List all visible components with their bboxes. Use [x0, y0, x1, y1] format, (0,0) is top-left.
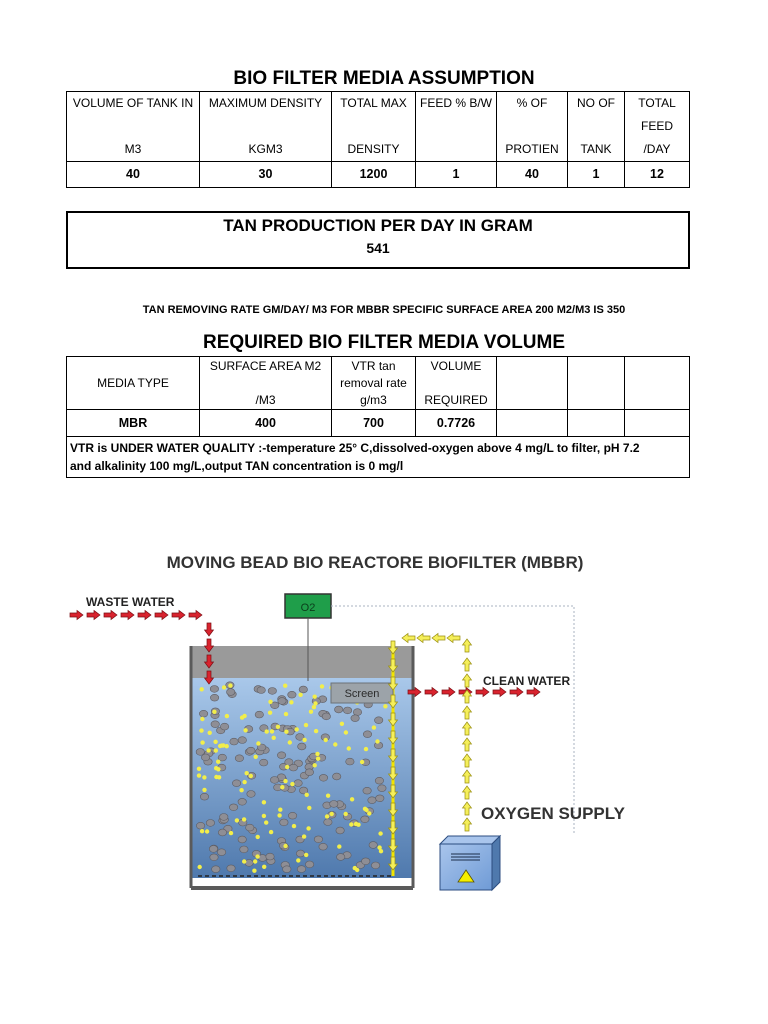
bead: [288, 812, 296, 819]
air-bubble: [324, 738, 328, 742]
air-bubble: [283, 779, 287, 783]
air-bubble: [278, 808, 282, 812]
tank: [191, 646, 413, 888]
bead: [227, 689, 235, 696]
bead: [333, 773, 341, 780]
bead: [235, 755, 243, 762]
air-bubble: [262, 800, 266, 804]
bead: [351, 715, 359, 722]
air-bubble: [326, 794, 330, 798]
air-bubble: [315, 752, 319, 756]
tan-production-heading: TAN PRODUCTION PER DAY IN GRAM: [223, 216, 533, 235]
bead: [283, 866, 291, 873]
bead: [246, 824, 254, 831]
bead: [369, 842, 377, 849]
air-bubble: [253, 859, 257, 863]
bead: [324, 819, 332, 826]
bead: [278, 698, 286, 705]
assumption-header-row: [67, 92, 690, 162]
air-bubble: [333, 742, 337, 746]
header-volume-of-tank: VOLUME OF TANK IN M3: [67, 92, 200, 162]
air-bubble: [239, 788, 243, 792]
air-bubble: [272, 736, 276, 740]
value-max-density: 30: [200, 162, 332, 188]
vtr-water-quality-note: VTR is UNDER WATER QUALITY :-temperature 25° C,dissolved-oxygen above 4 mg/L to filter, pH 7.2 and alkalinity 100 mg/L,output TAN concentration is 0 mg/l: [67, 437, 690, 478]
air-bubble: [295, 727, 299, 731]
value-percent-protien: 40: [497, 162, 568, 188]
value-surface-area: 400: [200, 410, 332, 437]
air-bubble: [200, 687, 204, 691]
bead: [229, 804, 237, 811]
bead: [376, 795, 384, 802]
air-bubble: [379, 849, 383, 853]
air-bubble: [344, 730, 348, 734]
air-bubble: [304, 853, 308, 857]
air-bubble: [199, 728, 203, 732]
clean-water-label: CLEAN WATER: [483, 674, 571, 688]
air-bubble: [372, 725, 376, 729]
value-total-feed: 12: [625, 162, 690, 188]
tan-production-value: 541: [366, 240, 390, 256]
air-bubble: [249, 774, 253, 778]
bead: [353, 709, 361, 716]
air-bubble: [242, 780, 246, 784]
air-bubble: [360, 760, 364, 764]
air-bubble: [197, 773, 201, 777]
header-no-of-tank: NO OF TANK: [568, 92, 625, 162]
air-bubble: [200, 740, 204, 744]
bead: [378, 785, 386, 792]
air-bubble: [200, 829, 204, 833]
bead: [260, 759, 268, 766]
bead: [337, 854, 345, 861]
bead: [247, 791, 255, 798]
air-bubble: [265, 729, 269, 733]
bead: [220, 814, 228, 821]
air-bubble: [276, 725, 280, 729]
air-bubble: [309, 710, 313, 714]
header-surface-area: SURFACE AREA M2 /M3: [200, 357, 332, 410]
air-bubble: [344, 812, 348, 816]
bead: [363, 731, 371, 738]
waste-water-label: WASTE WATER: [86, 595, 175, 609]
air-bubble: [214, 766, 218, 770]
air-bubble: [298, 693, 302, 697]
section-title-media-volume: REQUIRED BIO FILTER MEDIA VOLUME: [202, 332, 566, 353]
air-bubble: [292, 824, 296, 828]
bead: [322, 713, 330, 720]
air-bubble: [306, 826, 310, 830]
bead: [330, 801, 338, 808]
bead: [305, 769, 313, 776]
air-bubble: [347, 746, 351, 750]
value-media-type: MBR: [67, 410, 200, 437]
air-bubble: [364, 747, 368, 751]
air-bubble: [268, 700, 272, 704]
air-bubble: [212, 710, 216, 714]
air-bubble: [367, 811, 371, 815]
bead: [368, 797, 376, 804]
oxygen-pump: [440, 836, 500, 890]
air-bubble: [255, 854, 259, 858]
o2-label: O2: [300, 602, 316, 614]
bead: [257, 687, 265, 694]
empty-header-cell: [625, 357, 690, 410]
air-bubble: [269, 830, 273, 834]
bead: [211, 721, 219, 728]
air-bubble: [383, 704, 387, 708]
air-bubble: [245, 771, 249, 775]
air-bubble: [302, 738, 306, 742]
bead: [238, 836, 246, 843]
air-bubble: [284, 730, 288, 734]
bead: [296, 850, 304, 857]
bead: [201, 754, 209, 761]
bead: [227, 865, 235, 872]
header-percent-protien: % OF PROTIEN: [497, 92, 568, 162]
air-bubble: [325, 814, 329, 818]
air-bubble: [200, 717, 204, 721]
bead: [199, 710, 207, 717]
bead: [336, 827, 344, 834]
bead: [335, 706, 343, 713]
air-bubble: [197, 767, 201, 771]
air-bubble: [262, 814, 266, 818]
bead: [371, 862, 379, 869]
bead: [319, 774, 327, 781]
air-bubble: [202, 775, 206, 779]
bead: [230, 738, 238, 745]
bead: [280, 819, 288, 826]
bead: [268, 688, 276, 695]
bead: [200, 793, 208, 800]
air-bubble: [314, 729, 318, 733]
air-bubble: [284, 712, 288, 716]
air-bubble: [216, 760, 220, 764]
air-bubble: [198, 865, 202, 869]
header-volume-required: VOLUME REQUIRED: [416, 357, 497, 410]
air-bubble: [202, 788, 206, 792]
bead: [210, 694, 218, 701]
assumption-table: [66, 91, 690, 188]
air-bubble: [320, 684, 324, 688]
bead: [294, 780, 302, 787]
air-bubble: [313, 763, 317, 767]
value-no-of-tank: 1: [568, 162, 625, 188]
bead: [212, 866, 220, 873]
header-total-max-density: TOTAL MAX DENSITY: [332, 92, 416, 162]
air-bubble: [225, 714, 229, 718]
air-bubble: [296, 858, 300, 862]
air-bubble: [305, 793, 309, 797]
header-total-feed-day: TOTAL FEED /DAY: [625, 92, 690, 162]
oxygen-supply-label: OXYGEN SUPPLY: [481, 804, 625, 823]
tan-removing-rate-note: TAN REMOVING RATE GM/DAY/ M3 FOR MBBR SPECIFIC SURFACE AREA 200 M2/M3 IS 350: [142, 304, 626, 316]
media-volume-table: [66, 356, 690, 478]
header-maximum-density: MAXIMUM DENSITY KGM3: [200, 92, 332, 162]
bead: [220, 723, 228, 730]
air-bubble: [307, 806, 311, 810]
air-bubble: [256, 835, 260, 839]
tan-production-box: [66, 211, 690, 269]
bead: [210, 854, 218, 861]
air-bubble: [354, 822, 358, 826]
bead: [299, 686, 307, 693]
air-bubble: [350, 797, 354, 801]
tank-headspace: [191, 646, 413, 678]
value-total-max-density: 1200: [332, 162, 416, 188]
bead: [298, 743, 306, 750]
header-feed-percent: FEED % B/W: [416, 92, 497, 162]
air-bubble: [242, 714, 246, 718]
bead: [196, 822, 204, 829]
bead: [210, 686, 218, 693]
air-bubble: [290, 782, 294, 786]
empty-value-cell: [625, 410, 690, 437]
air-bubble: [304, 723, 308, 727]
air-bubble: [208, 731, 212, 735]
empty-header-cell: [497, 357, 568, 410]
air-bubble: [235, 818, 239, 822]
mbbr-diagram: [66, 505, 684, 920]
air-bubble: [330, 812, 334, 816]
air-bubble: [353, 866, 357, 870]
air-bubble: [312, 705, 316, 709]
header-vtr-tan-removal: VTR tan removal rate g/m3: [332, 357, 416, 410]
bead: [247, 747, 255, 754]
bead: [289, 764, 297, 771]
bead: [314, 836, 322, 843]
bead: [343, 707, 351, 714]
air-bubble: [214, 775, 218, 779]
bead: [362, 858, 370, 865]
bead: [255, 711, 263, 718]
empty-value-cell: [568, 410, 625, 437]
air-bubble: [268, 711, 272, 715]
air-bubble: [340, 722, 344, 726]
screen: [331, 683, 393, 703]
bead: [240, 846, 248, 853]
air-bubble: [254, 755, 258, 759]
bead: [277, 752, 285, 759]
bead: [217, 849, 225, 856]
air-bubble: [280, 785, 284, 789]
screen-label: Screen: [344, 688, 380, 700]
air-bubble: [214, 748, 218, 752]
air-bubble: [221, 743, 225, 747]
bead: [288, 691, 296, 698]
bead: [238, 737, 246, 744]
air-bubble: [337, 844, 341, 848]
air-bubble: [264, 820, 268, 824]
air-bubble: [289, 700, 293, 704]
vtr-note-row: [67, 437, 690, 478]
bead: [270, 777, 278, 784]
air-bubble: [242, 859, 246, 863]
bead: [218, 829, 226, 836]
air-bubble: [270, 729, 274, 733]
value-feed-percent: 1: [416, 162, 497, 188]
media-header-row: [67, 357, 690, 410]
air-bubble: [349, 822, 353, 826]
air-bubble: [378, 831, 382, 835]
air-bubble: [283, 844, 287, 848]
bead: [232, 780, 240, 787]
air-bubble: [277, 813, 281, 817]
air-bubble: [375, 739, 379, 743]
value-volume: 40: [67, 162, 200, 188]
bead: [319, 843, 327, 850]
air-bubble: [285, 765, 289, 769]
header-media-type: MEDIA TYPE: [67, 357, 200, 410]
air-bubble: [288, 740, 292, 744]
value-volume-required: 0.7726: [416, 410, 497, 437]
bead: [238, 798, 246, 805]
bead: [266, 853, 274, 860]
bead: [375, 777, 383, 784]
bead: [206, 820, 214, 827]
air-bubble: [228, 683, 232, 687]
air-bubble: [313, 695, 317, 699]
assumption-value-row: [67, 162, 690, 188]
bead: [297, 866, 305, 873]
bead: [346, 758, 354, 765]
air-bubble: [256, 741, 260, 745]
empty-header-cell: [568, 357, 625, 410]
bead: [305, 861, 313, 868]
air-bubble: [302, 834, 306, 838]
air-bubble: [213, 740, 217, 744]
air-bubble: [206, 748, 210, 752]
air-bubble: [205, 829, 209, 833]
section-title-assumption: BIO FILTER MEDIA ASSUMPTION: [233, 68, 535, 89]
air-bubble: [316, 757, 320, 761]
bead: [363, 787, 371, 794]
air-bubble: [262, 865, 266, 869]
value-vtr: 700: [332, 410, 416, 437]
bead: [375, 717, 383, 724]
media-value-row: [67, 410, 690, 437]
bead: [361, 816, 369, 823]
air-bubble: [243, 728, 247, 732]
air-bubble: [242, 817, 246, 821]
air-bubble: [229, 831, 233, 835]
air-bubble: [222, 685, 226, 689]
air-bubble: [283, 684, 287, 688]
air-bubble: [363, 807, 367, 811]
bead: [209, 846, 217, 853]
air-bubble: [252, 869, 256, 873]
empty-value-cell: [497, 410, 568, 437]
diagram-title: MOVING BEAD BIO REACTORE BIOFILTER (MBBR): [166, 553, 584, 572]
